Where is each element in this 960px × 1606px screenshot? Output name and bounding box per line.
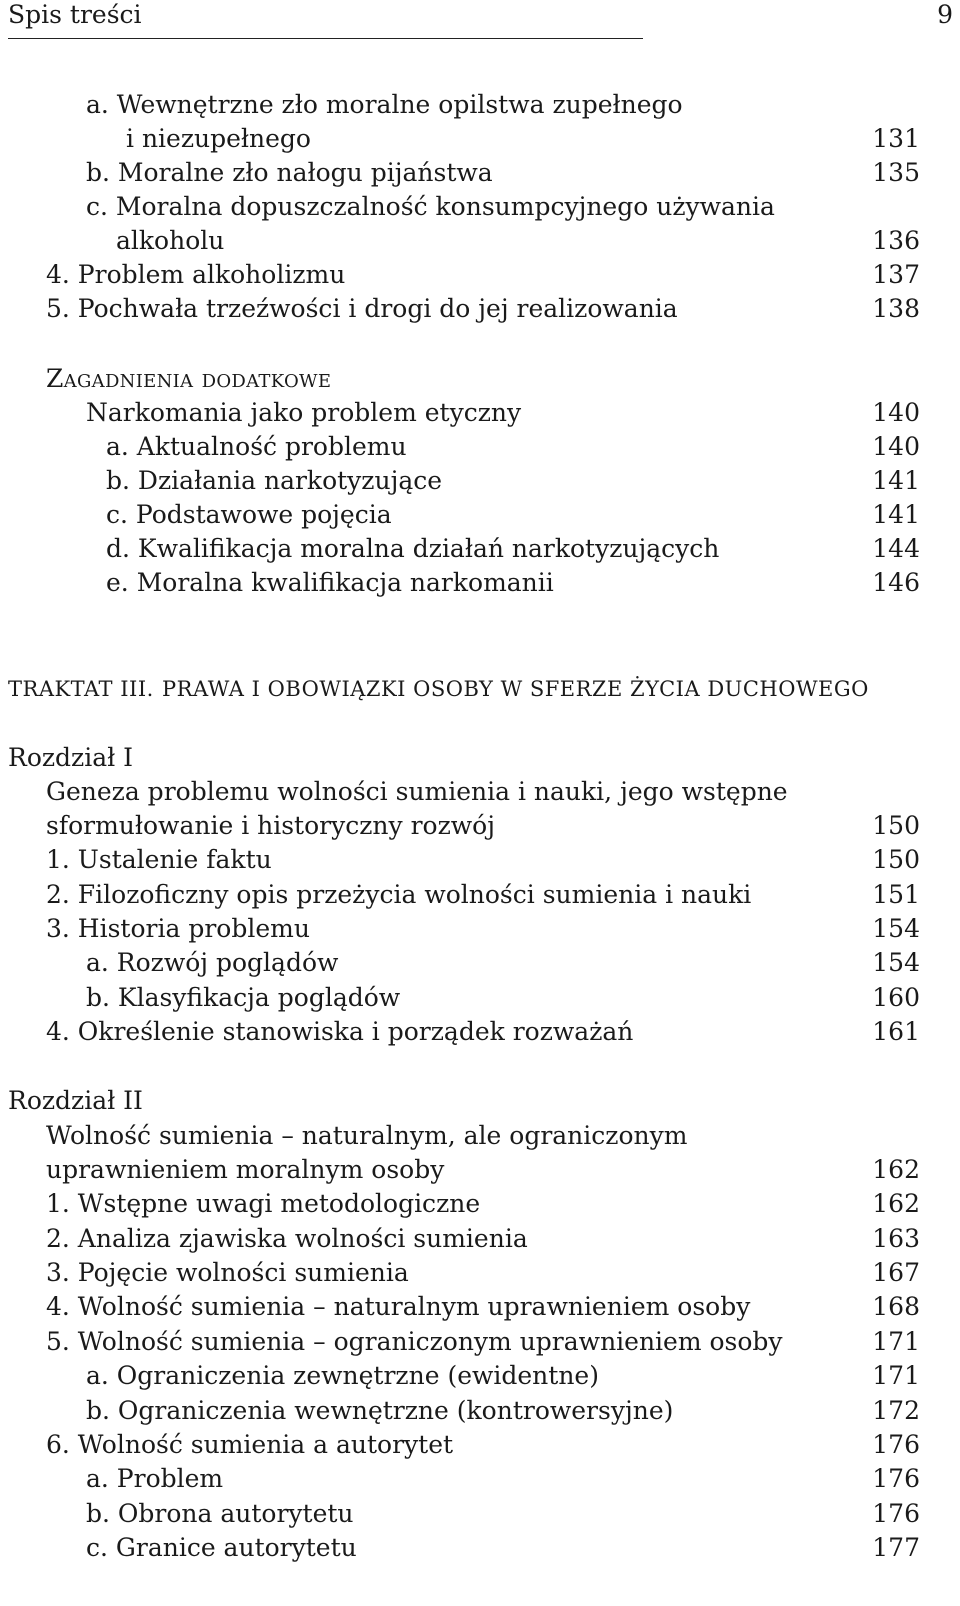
toc-entry-text: Wolność sumienia – naturalnym, ale ograniczonym — [46, 1121, 688, 1150]
toc-entry-text: 4. Wolność sumienia – naturalnym uprawnieniem osoby — [46, 1292, 751, 1321]
toc-entry-page: 154 — [872, 914, 920, 943]
running-title: Spis treści — [8, 0, 142, 29]
toc-entry-text: a. Ograniczenia zewnętrzne (ewidentne) — [86, 1361, 599, 1390]
toc-entry-page: 137 — [872, 260, 920, 289]
toc-entry-page: 171 — [872, 1327, 920, 1356]
toc-entry-page: 136 — [872, 226, 920, 255]
toc-entry-page: 167 — [872, 1258, 920, 1287]
toc-entry-text: e. Moralna kwalifikacja narkomanii — [106, 568, 554, 597]
toc-entry-text: 3. Historia problemu — [46, 914, 310, 943]
section-heading-additional: Zagadnienia dodatkowe — [46, 364, 332, 393]
toc-entry-page: 150 — [872, 845, 920, 874]
toc-entry-text: 2. Analiza zjawiska wolności sumienia — [46, 1224, 528, 1253]
toc-entry-text: 6. Wolność sumienia a autorytet — [46, 1430, 454, 1459]
toc-entry-text: b. Obrona autorytetu — [86, 1499, 354, 1528]
toc-entry-page: 176 — [872, 1499, 920, 1528]
toc-entry-text: a. Wewnętrzne zło moralne opilstwa zupełnego — [86, 90, 683, 119]
toc-entry-page: 146 — [872, 568, 920, 597]
running-head — [8, 0, 953, 32]
toc-entry-text: c. Podstawowe pojęcia — [106, 500, 392, 529]
toc-entry-text: 5. Wolność sumienia – ograniczonym uprawnieniem osoby — [46, 1327, 783, 1356]
toc-entry-text: b. Moralne zło nałogu pijaństwa — [86, 158, 493, 187]
toc-entry-text: 1. Wstępne uwagi metodologiczne — [46, 1189, 481, 1218]
toc-entry-text: a. Aktualność problemu — [106, 432, 407, 461]
toc-entry-text: Narkomania jako problem etyczny — [86, 398, 522, 427]
toc-entry-page: 144 — [872, 534, 920, 563]
toc-entry-page: 131 — [872, 124, 920, 153]
toc-entry-page: 168 — [872, 1292, 920, 1321]
toc-entry-text: Geneza problemu wolności sumienia i nauki, jego wstępne — [46, 777, 788, 806]
toc-entry-page: 135 — [872, 158, 920, 187]
toc-entry-text: 5. Pochwała trzeźwości i drogi do jej realizowania — [46, 294, 678, 323]
toc-entry-page: 163 — [872, 1224, 920, 1253]
chapter-heading: Rozdział I — [8, 743, 134, 772]
chapter-heading: Rozdział II — [8, 1086, 143, 1115]
toc-entry-text: b. Działania narkotyzujące — [106, 466, 443, 495]
toc-entry-page: 177 — [872, 1533, 920, 1562]
toc-entry-page: 140 — [872, 398, 920, 427]
toc-entry-text: 4. Określenie stanowiska i porządek rozważań — [46, 1017, 634, 1046]
toc-entry-text: i niezupełnego — [126, 124, 311, 153]
toc-entry-text: 2. Filozoficzny opis przeżycia wolności sumienia i nauki — [46, 880, 752, 909]
toc-entry-page: 160 — [872, 983, 920, 1012]
toc-entry-text: a. Rozwój poglądów — [86, 948, 339, 977]
toc-entry-page: 162 — [872, 1155, 920, 1184]
toc-entry-text: a. Problem — [86, 1464, 224, 1493]
toc-entry-text: sformułowanie i historyczny rozwój — [46, 811, 495, 840]
toc-entry-page: 150 — [872, 811, 920, 840]
toc-entry-page: 171 — [872, 1361, 920, 1390]
toc-entry-page: 161 — [872, 1017, 920, 1046]
toc-entry-text: c. Moralna dopuszczalność konsumpcyjnego używania — [86, 192, 775, 221]
toc-entry-page: 140 — [872, 432, 920, 461]
toc-entry-text: 4. Problem alkoholizmu — [46, 260, 346, 289]
toc-entry-text: 1. Ustalenie faktu — [46, 845, 272, 874]
toc-entry-text: b. Klasyfikacja poglądów — [86, 983, 401, 1012]
toc-entry-page: 176 — [872, 1464, 920, 1493]
page-number: 9 — [937, 0, 953, 29]
toc-entry-text: alkoholu — [116, 226, 225, 255]
toc-entry-page: 138 — [872, 294, 920, 323]
toc-entry-text: c. Granice autorytetu — [86, 1533, 357, 1562]
toc-entry-text: b. Ograniczenia wewnętrzne (kontrowersyjne) — [86, 1396, 674, 1425]
toc-entry-page: 151 — [872, 880, 920, 909]
treatise-label: TRAKTAT III. — [8, 677, 154, 701]
toc-entry-text: uprawnieniem moralnym osoby — [46, 1155, 445, 1184]
toc-entry-page: 172 — [872, 1396, 920, 1425]
toc-entry-page: 141 — [872, 466, 920, 495]
toc-entry-page: 176 — [872, 1430, 920, 1459]
header-rule — [8, 38, 643, 39]
toc-entry-page: 154 — [872, 948, 920, 977]
toc-entry-page: 162 — [872, 1189, 920, 1218]
treatise-title: PRAWA I OBOWIĄZKI OSOBY W SFERZE ŻYCIA DUCHOWEGO — [162, 677, 869, 701]
toc-entry-text: d. Kwalifikacja moralna działań narkotyzujących — [106, 534, 720, 563]
toc-entry-page: 141 — [872, 500, 920, 529]
toc-entry-text: 3. Pojęcie wolności sumienia — [46, 1258, 409, 1287]
